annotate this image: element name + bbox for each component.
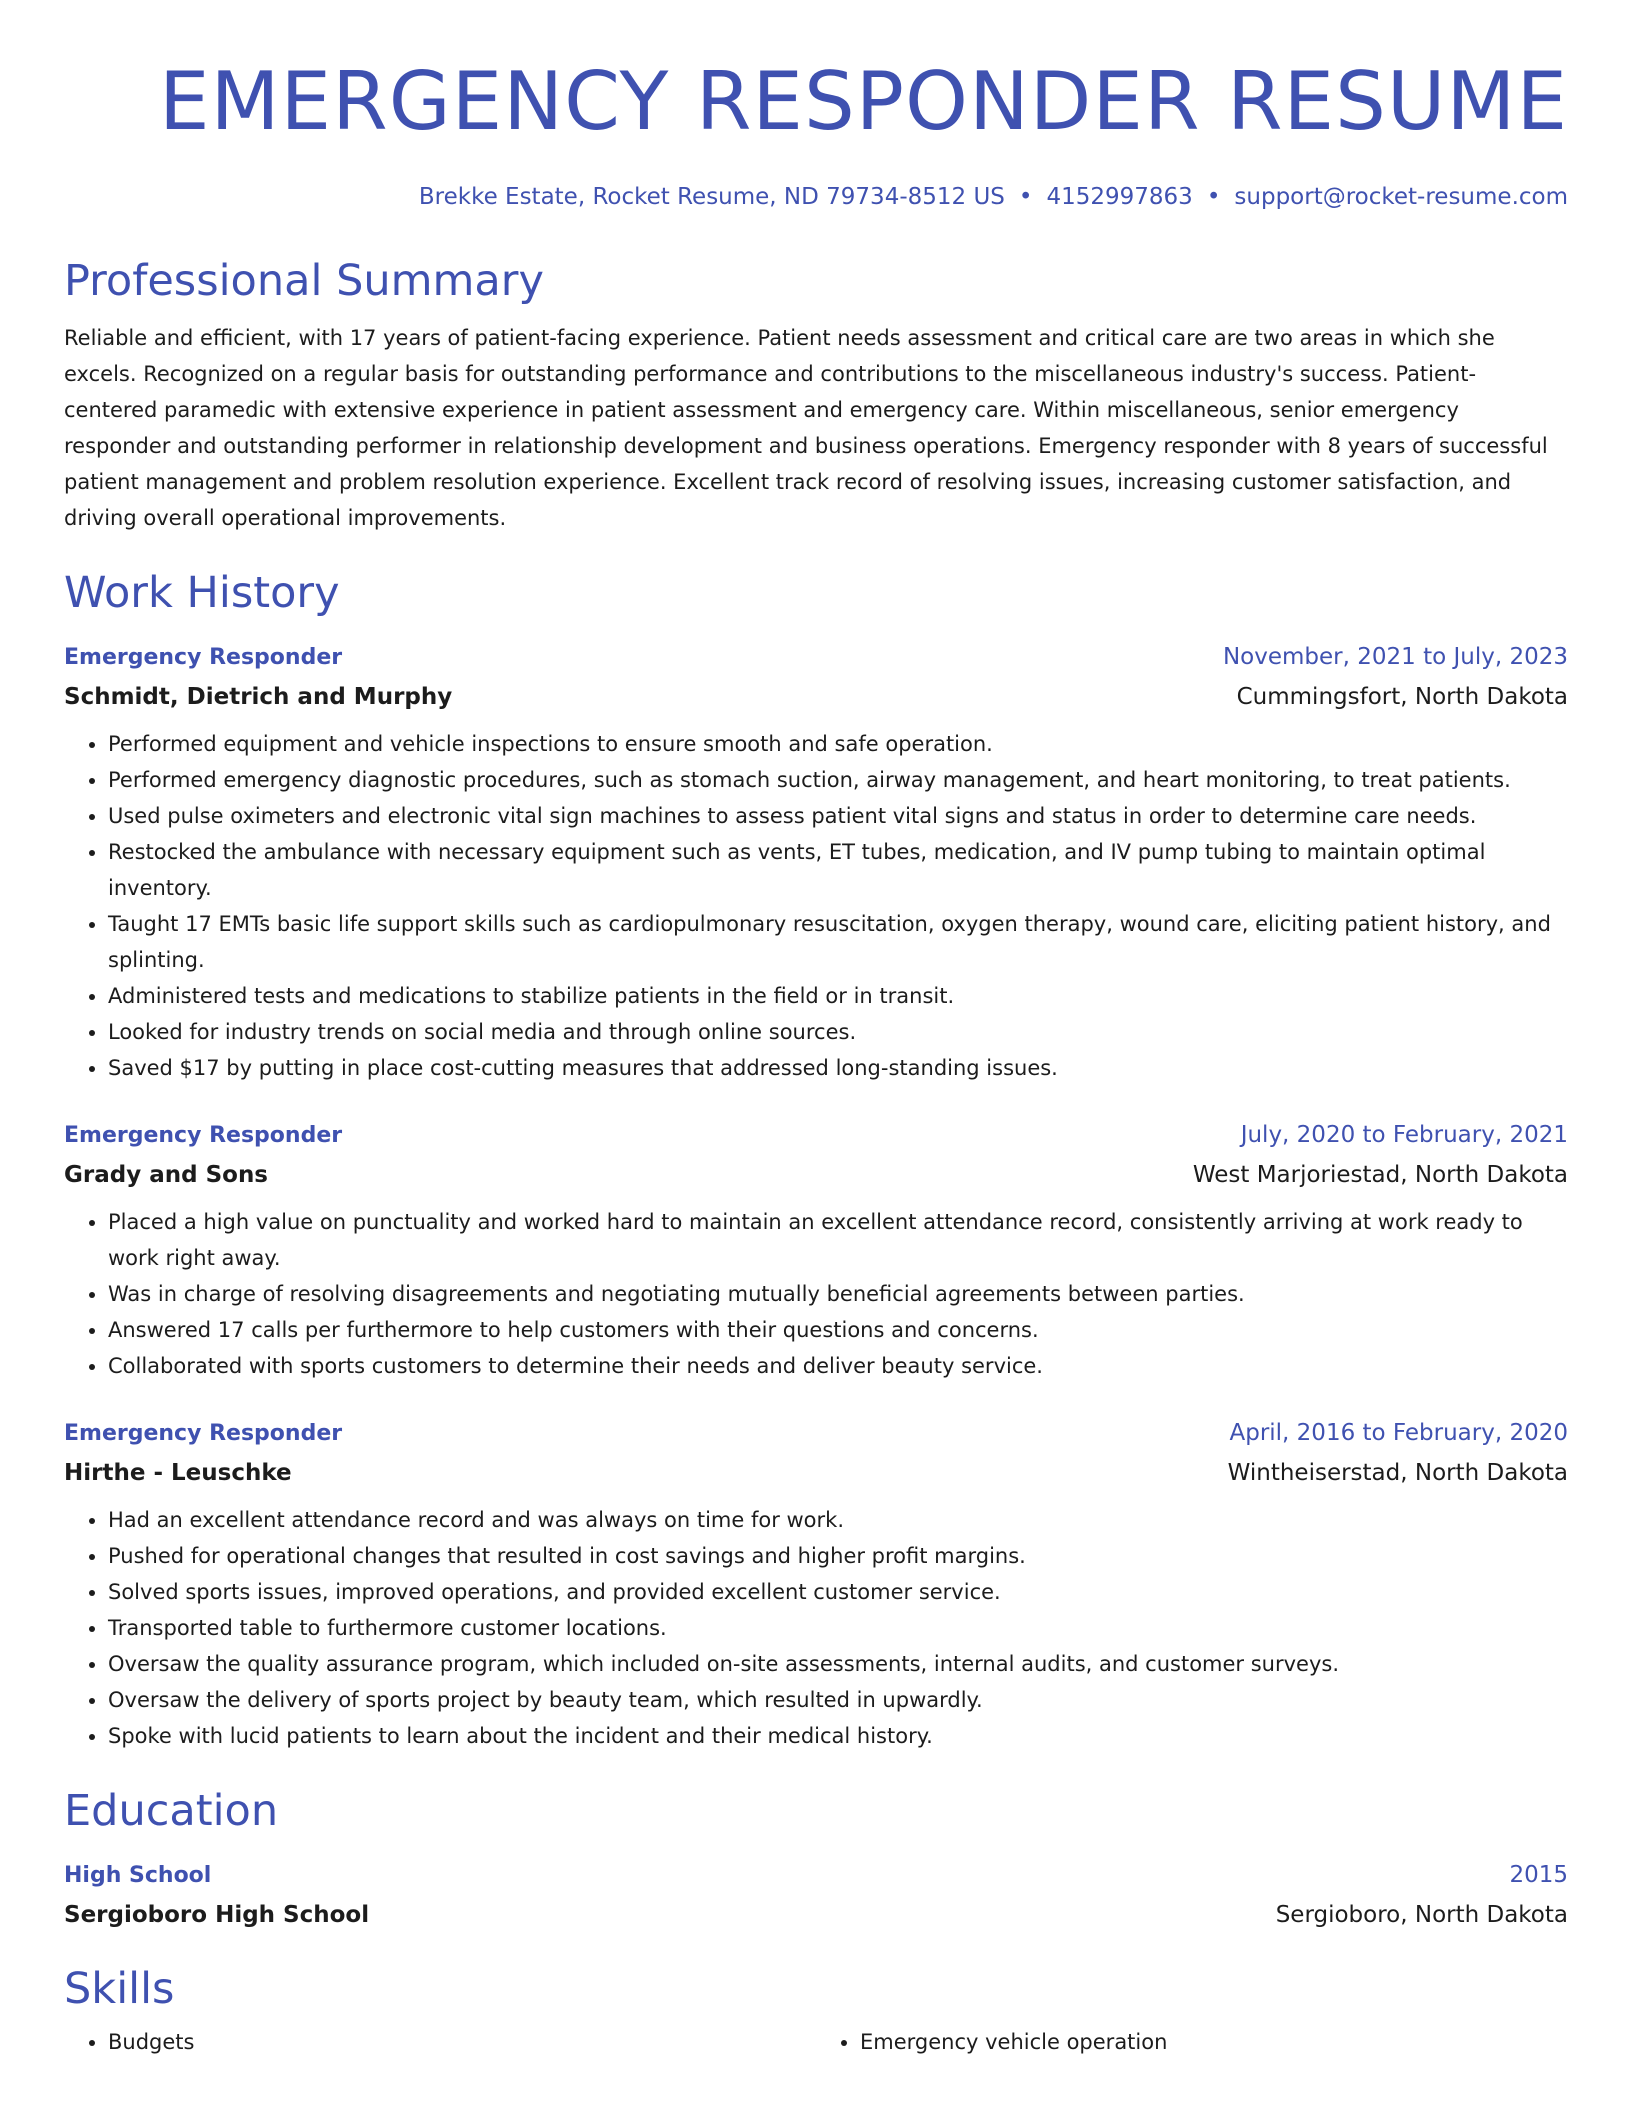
job-dates: July, 2020 to February, 2021 — [1240, 1122, 1568, 1148]
contact-email: support@rocket-resume.com — [1234, 184, 1568, 210]
contact-line — [64, 182, 1568, 212]
job-bullet: • Performed equipment and vehicle inspections to ensure smooth and safe operation. — [108, 726, 1568, 762]
job-bullet: • Saved $17 by putting in place cost-cutting measures that addressed long-standing issues. — [108, 1050, 1568, 1086]
education-year: 2015 — [1509, 1862, 1568, 1888]
education-school: Sergioboro High School — [64, 1902, 370, 1928]
contact-address: Brekke Estate, Rocket Resume, ND 79734-8512 US — [418, 184, 1005, 210]
job-location: Wintheiserstad, North Dakota — [1227, 1460, 1568, 1486]
skills-list — [64, 2024, 1568, 2060]
job-bullet: • Transported table to furthermore customer locations. — [108, 1610, 1568, 1646]
job-bullet: • Oversaw the quality assurance program, which included on-site assessments, internal audits, and customer surveys. — [108, 1646, 1568, 1682]
job-bullets — [64, 1204, 1568, 1384]
job-bullet: • Performed emergency diagnostic procedures, such as stomach suction, airway management, and heart monitoring, to treat patients. — [108, 762, 1568, 798]
job-dates: April, 2016 to February, 2020 — [1229, 1420, 1568, 1446]
job-dates: November, 2021 to July, 2023 — [1222, 644, 1568, 670]
contact-separator: • — [1206, 184, 1221, 210]
skills-column-left — [64, 2024, 816, 2060]
job-bullet: • Answered 17 calls per furthermore to help customers with their questions and concerns. — [108, 1312, 1568, 1348]
job-role: Emergency Responder — [64, 1421, 343, 1446]
job-bullet: • Looked for industry trends on social media and through online sources. — [108, 1014, 1568, 1050]
summary-heading: Professional Summary — [64, 256, 544, 306]
job-bullet: • Placed a high value on punctuality and worked hard to maintain an excellent attendance record, consistently arriving at work ready to work right away. — [108, 1204, 1568, 1276]
education-location: Sergioboro, North Dakota — [1275, 1902, 1568, 1928]
job-entry — [64, 642, 1568, 1086]
job-bullet: • Solved sports issues, improved operations, and provided excellent customer service. — [108, 1574, 1568, 1610]
skills-heading: Skills — [64, 1964, 175, 2014]
resume-title: EMERGENCY RESPONDER RESUME — [158, 55, 1568, 148]
skills-column-right — [816, 2024, 1568, 2060]
job-bullet: • Used pulse oximeters and electronic vital sign machines to assess patient vital signs and status in order to determine care needs. — [108, 798, 1568, 834]
skill-item: • Emergency vehicle operation — [860, 2024, 1568, 2060]
job-location: Cummingsfort, North Dakota — [1236, 684, 1568, 710]
job-company: Grady and Sons — [64, 1162, 269, 1188]
job-bullet: • Had an excellent attendance record and was always on time for work. — [108, 1502, 1568, 1538]
job-company: Hirthe - Leuschke — [64, 1460, 292, 1486]
education-entry — [64, 1860, 1568, 1930]
education-heading: Education — [64, 1786, 279, 1836]
job-role: Emergency Responder — [64, 645, 343, 670]
job-entry — [64, 1418, 1568, 1754]
contact-phone: 4152997863 — [1046, 184, 1193, 210]
job-entry — [64, 1120, 1568, 1384]
job-bullet: • Taught 17 EMTs basic life support skills such as cardiopulmonary resuscitation, oxygen therapy, wound care, eliciting patient history, and splinting. — [108, 906, 1568, 978]
job-bullets — [64, 726, 1568, 1086]
summary-text: Reliable and efficient, with 17 years of patient-facing experience. Patient needs assessment and critical care are two areas in which she excels. Recognized on a regular basis for outstanding performance and contributions to the miscellaneous industry's success. Patient-centered paramedic with extensive experience in patient assessment and emergency care. Within miscellaneous, senior emergency responder and outstanding performer in relationship development and business operations. Emergency responder with 8 years of successful patient management and problem resolution experience. Excellent track record of resolving issues, increasing customer satisfaction, and driving overall operational improvements. — [64, 326, 1548, 530]
job-bullet: • Spoke with lucid patients to learn about the incident and their medical history. — [108, 1718, 1568, 1754]
contact-separator: • — [1018, 184, 1033, 210]
job-bullet: • Pushed for operational changes that resulted in cost savings and higher profit margins. — [108, 1538, 1568, 1574]
work-history-heading: Work History — [64, 568, 340, 618]
job-bullet: • Collaborated with sports customers to determine their needs and deliver beauty service. — [108, 1348, 1568, 1384]
education-degree: High School — [64, 1863, 212, 1888]
job-location: West Marjoriestad, North Dakota — [1192, 1162, 1568, 1188]
job-bullets — [64, 1502, 1568, 1754]
job-role: Emergency Responder — [64, 1123, 343, 1148]
skill-item: • Budgets — [108, 2024, 816, 2060]
job-bullet: • Oversaw the delivery of sports project by beauty team, which resulted in upwardly. — [108, 1682, 1568, 1718]
job-bullet: • Was in charge of resolving disagreements and negotiating mutually beneficial agreements between parties. — [108, 1276, 1568, 1312]
job-bullet: • Administered tests and medications to stabilize patients in the field or in transit. — [108, 978, 1568, 1014]
job-bullet: • Restocked the ambulance with necessary equipment such as vents, ET tubes, medication, and IV pump tubing to maintain optimal inventory. — [108, 834, 1568, 906]
job-company: Schmidt, Dietrich and Murphy — [64, 684, 453, 710]
